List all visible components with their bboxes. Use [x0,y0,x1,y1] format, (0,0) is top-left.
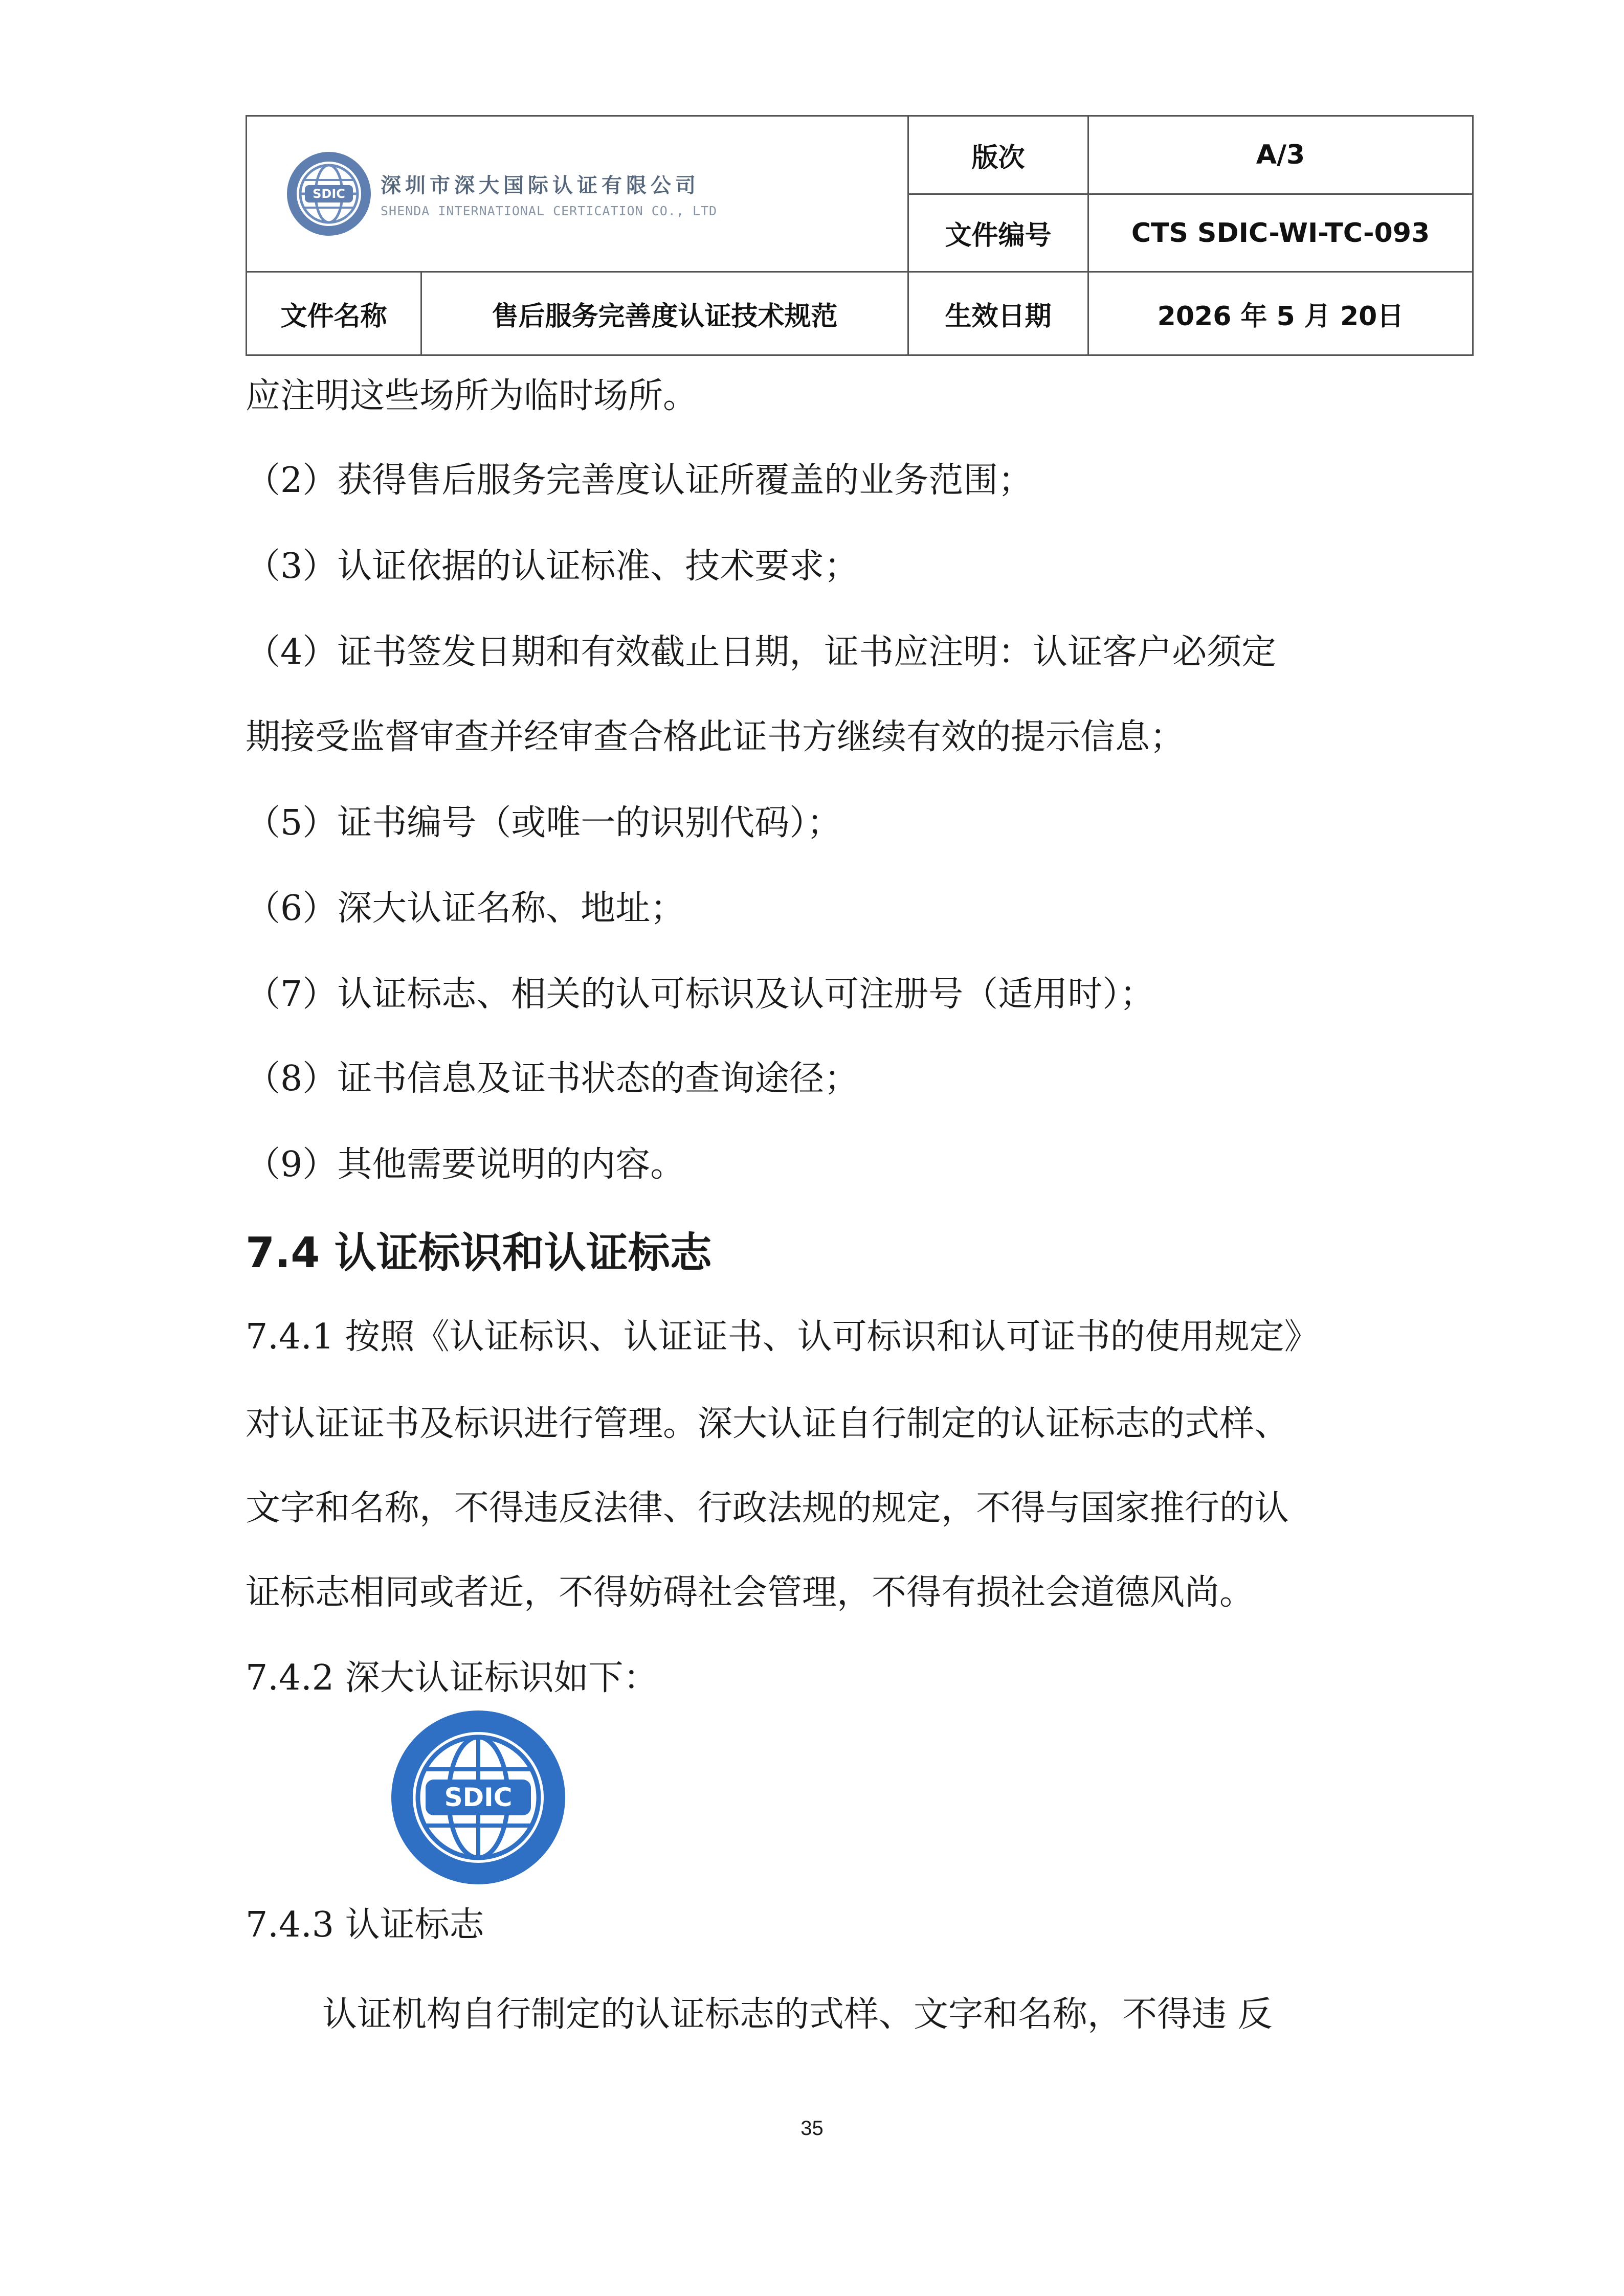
section-7-4-1-line: 7.4.1 按照《认证标识、认证证书、认可标识和认可证书的使用规定》 [246,1317,1319,1357]
effective-date-value: 2026 年 5 月 20日 [1088,272,1473,355]
body-line: （6）深大认证名称、地址； [246,888,685,929]
doc-name-value: 售后服务完善度认证技术规范 [421,272,908,355]
sdic-certification-seal-icon [389,1708,568,1887]
body-line: （9）其他需要说明的内容。 [246,1144,685,1185]
body-last-line: 认证机构自行制定的认证标志的式样、文字和名称，不得违 反 [322,1994,1273,2035]
body-line: （4）证书签发日期和有效截止日期，证书应注明：认证客户必须定 [246,632,1277,672]
company-logo-cell [247,116,908,272]
company-name-en: SHENDA INTERNATIONAL CERTICATION CO., LTD [381,204,718,218]
section-7-4-1-line: 文字和名称，不得违反法律、行政法规的规定，不得与国家推行的认 [246,1488,1289,1528]
body-line: （5）证书编号（或唯一的识别代码）； [246,803,842,843]
section-heading: 7.4 认证标识和认证标志 [246,1229,712,1277]
page-number: 35 [800,2117,824,2140]
body-line: （3）认证依据的认证标准、技术要求； [246,546,859,587]
body-line: （7）认证标志、相关的认可标识及认可注册号（适用时）； [246,974,1155,1015]
doc-number-value: CTS SDIC-WI-TC-093 [1088,194,1473,272]
body-line: 应注明这些场所为临时场所。 [246,376,698,416]
body-line: （8）证书信息及证书状态的查询途径； [246,1059,859,1099]
doc-number-label: 文件编号 [908,194,1088,272]
body-line: （2）获得售后服务完善度认证所覆盖的业务范围； [246,460,1033,501]
header-table [246,115,1474,356]
company-logo-icon [285,150,372,237]
doc-name-label: 文件名称 [247,272,421,355]
section-7-4-2: 7.4.2 深大认证标识如下： [246,1658,658,1698]
version-label: 版次 [908,116,1088,194]
section-7-4-3: 7.4.3 认证标志 [246,1905,484,1945]
body-line: 期接受监督审查并经审查合格此证书方继续有效的提示信息； [246,717,1185,757]
section-7-4-1-line: 对认证证书及标识进行管理。深大认证自行制定的认证标志的式样、 [246,1404,1289,1444]
company-name-cn: 深圳市深大国际认证有限公司 [381,174,700,197]
svg-text:SDIC: SDIC [444,1783,513,1812]
section-7-4-1-line: 证标志相同或者近，不得妨碍社会管理，不得有损社会道德风尚。 [246,1572,1255,1613]
effective-date-label: 生效日期 [908,272,1088,355]
svg-text:SDIC: SDIC [313,187,345,201]
version-value: A/3 [1088,116,1473,194]
